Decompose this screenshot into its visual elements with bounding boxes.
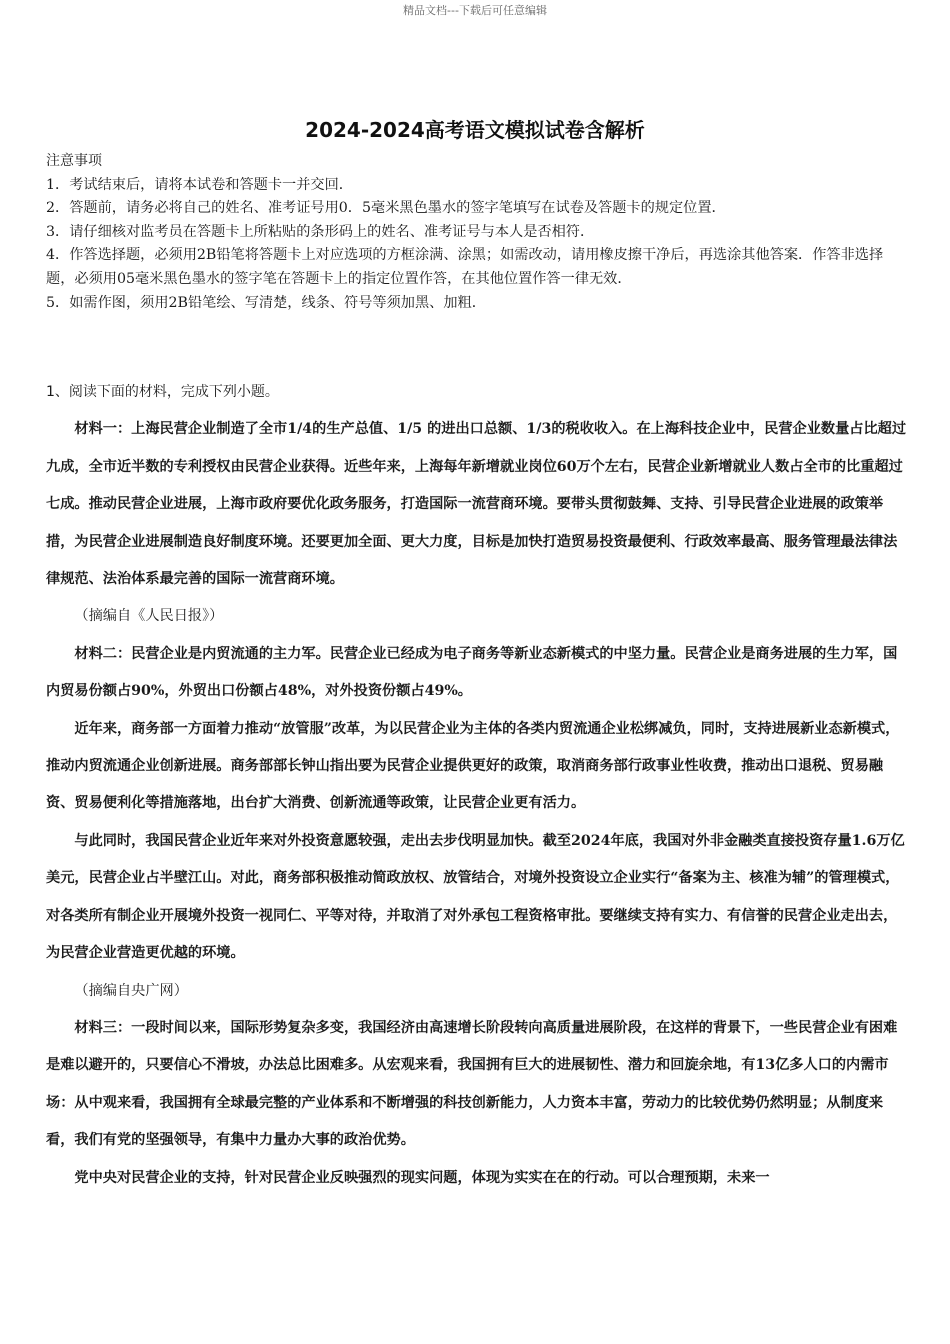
question-intro: 1、阅读下面的材料，完成下列小题。 [46, 384, 279, 400]
page-title: 2024-2024高考语文模拟试卷含解析 [305, 118, 645, 142]
material-two-paragraph-1: 材料二：民营企业是内贸流通的主力军。民营企业已经成为电子商务等新业态新模式的中坚力量。民营企业是商务进展的生力军，国内贸易份额占90%，外贸出口份额占48%，对外投资份额占49%。 [46, 645, 898, 700]
notice-item-2: 2．答题前，请务必将自己的姓名、准考证号用0．5毫米黑色墨水的签字笔填写在试卷及答题卡的规定位置． [46, 200, 726, 217]
notice-item-5: 5．如需作图，须用2B铅笔绘、写清楚，线条、符号等须加黑、加粗． [46, 294, 486, 311]
material-two-paragraph-3: 与此同时，我国民营企业近年来对外投资意愿较强，走出去步伐明显加快。截至2024年底，我国对外非金融类直接投资存量1.6万亿美元，民营企业占半壁江山。对此，商务部积极推动简政放权、放管结合，对境外投资设立企业实行“备案为主、核准为辅”的管理模式，对各类所有制企业开展境外投资一视同仁、平等对待，并取消了对外承包工程资格审批。要继续支持有实力、有信誉的民营企业走出去，为民营企业营造更优越的环境。 [46, 832, 905, 962]
material-two-paragraph-2: 近年来，商务部一方面着力推动“放管服”改革，为以民营企业为主体的各类内贸流通企业松绑减负，同时，支持进展新业态新模式，推动内贸流通企业创新进展。商务部部长钟山指出要为民营企业提供更好的政策，取消商务部行政事业性收费，推动出口退税、贸易融资、贸易便利化等措施落地，出台扩大消费、创新流通等政策，让民营企业更有活力。 [46, 720, 900, 812]
notice-item-1: 1．考试结束后，请将本试卷和答题卡一并交回． [46, 176, 353, 193]
source-one: （摘编自《人民日报》） [74, 608, 224, 625]
material-three-paragraph-2: 党中央对民营企业的支持，针对民营企业反映强烈的现实问题，体现为实实在在的行动。可以合理预期，未来一 [74, 1169, 770, 1186]
material-one: 材料一：上海民营企业制造了全市1/4的生产总值、1/5 的进出口总额、1/3的税收收入。在上海科技企业中，民营企业数量占比超过九成，全市近半数的专利授权由民营企业获得。近些年来，上海每年新增就业岗位60万个左右，民营企业新增就业人数占全市的比重超过七成。推动民营企业进展，上海市政府要优化政务服务，打造国际一流营商环境。要带头贯彻鼓舞、支持、引导民营企业进展的政策举措，为民营企业进展制造良好制度环境。还要更加全面、更大力度，目标是加快打造贸易投资最便利、行政效率最高、服务管理最法律法律规范、法治体系最完善的国际一流营商环境。 [46, 421, 907, 588]
notice-section [46, 150, 908, 315]
source-two: （摘编自央广网） [74, 982, 188, 999]
header-note: 精品文档---下载后可任意编辑 [403, 4, 547, 17]
question-section [46, 374, 910, 1197]
material-three: 材料三：一段时间以来，国际形势复杂多变，我国经济由高速增长阶段转向高质量进展阶段，在这样的背景下，一些民营企业有困难是难以避开的，只要信心不滑坡，办法总比困难多。从宏观来看，我国拥有巨大的进展韧性、潜力和回旋余地，有13亿多人口的内需市场：从中观来看，我国拥有全球最完整的产业体系和不断增强的科技创新能力，人力资本丰富，劳动力的比较优势仍然明显；从制度来看，我们有党的坚强领导，有集中力量办大事的政治优势。 [46, 1019, 898, 1149]
notice-item-3: 3．请仔细核对监考员在答题卡上所粘贴的条形码上的姓名、准考证号与本人是否相符． [46, 223, 595, 240]
notice-heading: 注意事项 [46, 153, 102, 169]
notice-item-4: 4．作答选择题，必须用2B铅笔将答题卡上对应选项的方框涂满、涂黑；如需改动，请用橡皮擦干净后，再选涂其他答案．作答非选择题，必须用05毫米黑色墨水的签字笔在答题卡上的指定位置作答，在其他位置作答一律无效． [46, 247, 884, 287]
